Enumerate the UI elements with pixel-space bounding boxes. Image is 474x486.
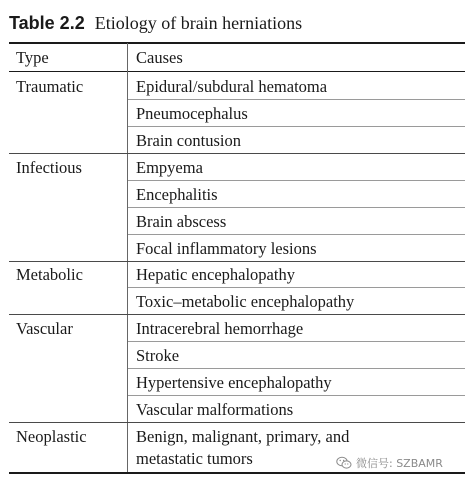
cause-cell: Focal inflammatory lesions [136, 239, 317, 258]
table-top-rule [9, 42, 465, 44]
cause-cell: Brain contusion [136, 131, 241, 150]
type-metabolic: Metabolic [16, 265, 83, 284]
header-type: Type [16, 48, 49, 67]
table-number: Table 2.2 [9, 13, 85, 33]
group-divider [9, 261, 465, 262]
cause-cell: Encephalitis [136, 185, 218, 204]
wechat-icon [336, 456, 352, 470]
header-causes: Causes [136, 48, 183, 67]
cause-cell: Benign, malignant, primary, and [136, 427, 350, 446]
row-divider [128, 180, 465, 181]
watermark-text: 微信号: SZBAMR [356, 457, 443, 470]
cause-cell: Vascular malformations [136, 400, 294, 419]
row-divider [128, 287, 465, 288]
row-divider [128, 126, 465, 127]
row-divider [128, 99, 465, 100]
cause-cell: Hepatic encephalopathy [136, 265, 295, 284]
cause-cell: Toxic–metabolic encephalopathy [136, 292, 355, 311]
group-divider [9, 422, 465, 423]
type-neoplastic: Neoplastic [16, 427, 87, 446]
table-header-rule [9, 71, 465, 72]
table-bottom-rule [9, 472, 465, 474]
cause-cell: Stroke [136, 346, 180, 365]
watermark [336, 455, 443, 471]
row-divider [128, 234, 465, 235]
column-divider [127, 43, 128, 472]
group-divider [9, 314, 465, 315]
cause-cell: Intracerebral hemorrhage [136, 319, 304, 338]
table-caption [9, 10, 302, 36]
cause-cell: Epidural/subdural hematoma [136, 77, 328, 96]
table-title: Etiology of brain herniations [94, 13, 303, 33]
row-divider [128, 341, 465, 342]
cause-cell: Brain abscess [136, 212, 227, 231]
type-traumatic: Traumatic [16, 77, 84, 96]
cause-cell: Pneumocephalus [136, 104, 248, 123]
cause-cell-continuation: metastatic tumors [136, 449, 253, 468]
cause-cell: Empyema [136, 158, 203, 177]
row-divider [128, 368, 465, 369]
cause-cell: Hypertensive encephalopathy [136, 373, 332, 392]
row-divider [128, 207, 465, 208]
type-infectious: Infectious [16, 158, 82, 177]
group-divider [9, 153, 465, 154]
row-divider [128, 395, 465, 396]
type-vascular: Vascular [16, 319, 73, 338]
